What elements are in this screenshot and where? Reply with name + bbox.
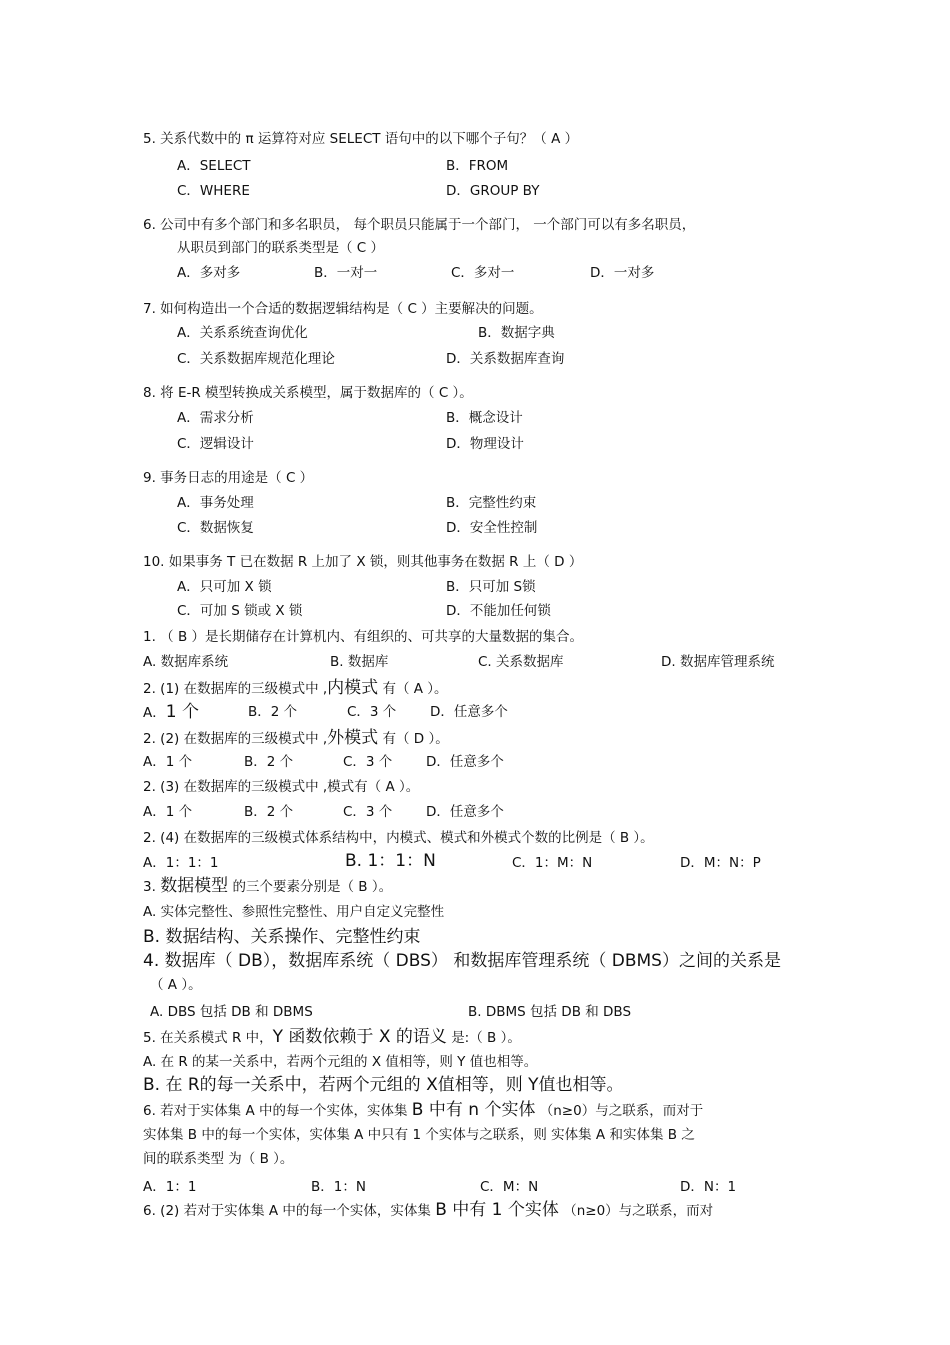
p22-option-c: C．3 个 (343, 754, 393, 770)
p3-stem-emphasis: 数据模型 (160, 876, 229, 896)
p5-stem-emphasis: Y 函数依赖于 X 的语义 (272, 1027, 447, 1047)
q8-option-a: A．需求分析 (177, 410, 254, 426)
p21-option-a-value: 1 个 (165, 702, 199, 722)
p21-stem-emphasis: 内模式 (327, 678, 379, 698)
p3-stem-number: 3. (143, 879, 156, 895)
p23-option-c: C．3 个 (343, 804, 393, 820)
q7-option-b: B．数据字典 (478, 325, 555, 341)
q7-option-d: D．关系数据库查询 (446, 351, 565, 367)
q6-stem-line2: 从职员到部门的联系类型是（ C ） (177, 240, 385, 256)
q10-option-c: C．可加 S 锁或 X 锁 (177, 603, 303, 619)
p1-option-c: C. 关系数据库 (478, 654, 564, 670)
p1-option-d: D. 数据库管理系统 (661, 654, 775, 670)
q6-option-a: A．多对多 (177, 265, 241, 281)
q9-option-b: B．完整性约束 (446, 495, 537, 511)
p61-option-c: C．M：N (480, 1179, 539, 1195)
p61-stem-part3: （n≥0）与之联系，而对于 (539, 1103, 704, 1119)
p61-stem-part1: 6. 若对于实体集 A 中的每一个实体，实体集 (143, 1103, 408, 1119)
p61-option-a: A．1：1 (143, 1179, 197, 1195)
p21-option-c: C．3 个 (347, 704, 397, 720)
p61-stem-line3: 间的联系类型 为（ B ）。 (143, 1151, 294, 1167)
p62-stem-part3: （n≥0）与之联系，而对 (563, 1203, 714, 1219)
p4-stem-line1: 4. 数据库（ DB），数据库系统（ DBS） 和数据库管理系统（ DBMS）之间的关系是 (143, 951, 781, 971)
q10-option-b: B．只可加 S锁 (446, 579, 536, 595)
q10-stem: 10. 如果事务 T 已在数据 R 上加了 X 锁，则其他事务在数据 R 上（ D ） (143, 554, 583, 570)
q7-option-a: A．关系系统查询优化 (177, 325, 308, 341)
p22-option-a: A．1 个 (143, 754, 193, 770)
p22-option-b: B．2 个 (244, 754, 294, 770)
q8-option-b: B．概念设计 (446, 410, 523, 426)
p62-stem (143, 1201, 713, 1220)
p61-option-b: B．1：N (311, 1179, 366, 1195)
p61-stem-emphasis: B 中有 n 个实体 (411, 1100, 536, 1120)
p5-stem-part3: 是:（ B ）。 (451, 1030, 521, 1046)
p62-stem-emphasis: B 中有 1 个实体 (435, 1200, 559, 1220)
q5-option-d: D．GROUP BY (446, 183, 540, 199)
q7-option-c: C．关系数据库规范化理论 (177, 351, 335, 367)
p1-option-b: B. 数据库 (330, 654, 389, 670)
p21-option-d: D．任意多个 (430, 704, 508, 720)
p3-option-b: B. 数据结构、关系操作、完整性约束 (143, 927, 421, 947)
p24-option-c: C．1：M：N (512, 855, 593, 871)
p61-stem-line1 (143, 1101, 703, 1120)
q8-option-d: D．物理设计 (446, 436, 524, 452)
p21-stem-part3: 有（ A ）。 (382, 681, 448, 697)
p5-option-b: B. 在 R的每一关系中，若两个元组的 X值相等，则 Y值也相等。 (143, 1075, 624, 1095)
q5-option-a: A．SELECT (177, 158, 251, 174)
p23-option-d: D．任意多个 (426, 804, 504, 820)
p22-stem (143, 729, 449, 748)
p5-stem (143, 1028, 521, 1047)
p22-option-d: D．任意多个 (426, 754, 504, 770)
q5-stem: 5. 关系代数中的 π 运算符对应 SELECT 语句中的以下哪个子句？（ A ） (143, 131, 579, 147)
p21-option-b: B．2 个 (248, 704, 298, 720)
p23-option-a: A．1 个 (143, 804, 193, 820)
p1-option-a: A. 数据库系统 (143, 654, 229, 670)
p24-option-a: A．1：1：1 (143, 855, 219, 871)
p61-option-d: D．N：1 (680, 1179, 737, 1195)
p61-stem-line2: 实体集 B 中的每一个实体，实体集 A 中只有 1 个实体与之联系，则 实体集 A 和实体集 B 之 (143, 1127, 695, 1143)
q9-option-d: D．安全性控制 (446, 520, 538, 536)
p3-stem-part3: 的三个要素分别是（ B ）。 (232, 879, 393, 895)
p23-stem: 2. (3) 在数据库的三级模式中 ,模式有（ A ）。 (143, 779, 420, 795)
p21-option-a-letter: A． (143, 705, 166, 721)
q9-option-a: A．事务处理 (177, 495, 254, 511)
q8-option-c: C．逻辑设计 (177, 436, 254, 452)
q10-option-d: D．不能加任何锁 (446, 603, 551, 619)
p24-option-b: B. 1：1：N (345, 851, 436, 871)
p3-option-a: A. 实体完整性、参照性完整性、用户自定义完整性 (143, 904, 445, 920)
p1-stem: 1. （ B ）是长期储存在计算机内、有组织的、可共享的大量数据的集合。 (143, 629, 584, 645)
q6-option-d: D．一对多 (590, 265, 655, 281)
q5-option-b: B．FROM (446, 158, 509, 174)
q10-option-a: A．只可加 X 锁 (177, 579, 272, 595)
p4-stem-line2: （ A ）。 (150, 977, 202, 993)
q8-stem: 8. 将 E-R 模型转换成关系模型，属于数据库的（ C ）。 (143, 385, 473, 401)
q6-stem-line1: 6. 公司中有多个部门和多名职员， 每个职员只能属于一个部门， 一个部门可以有多名职员， (143, 217, 696, 233)
q6-option-c: C．多对一 (451, 265, 515, 281)
p22-stem-part3: 有（ D ）。 (382, 731, 449, 747)
p3-stem (143, 877, 392, 896)
p22-stem-emphasis: 外模式 (327, 728, 379, 748)
p22-stem-part1: 2. (2) 在数据库的三级模式中 , (143, 731, 328, 747)
p24-stem: 2. (4) 在数据库的三级模式体系结构中，内模式、模式和外模式个数的比例是（ B ）。 (143, 830, 654, 846)
q6-option-b: B．一对一 (314, 265, 378, 281)
p5-option-a: A. 在 R 的某一关系中，若两个元组的 X 值相等，则 Y 值也相等。 (143, 1054, 538, 1070)
p24-option-d: D．M：N：P (680, 855, 761, 871)
q9-stem: 9. 事务日志的用途是（ C ） (143, 470, 314, 486)
p23-option-b: B．2 个 (244, 804, 294, 820)
q5-option-c: C．WHERE (177, 183, 250, 199)
p62-stem-part1: 6. (2) 若对于实体集 A 中的每一个实体，实体集 (143, 1203, 431, 1219)
p5-stem-part1: 5. 在关系模式 R 中， (143, 1030, 273, 1046)
p21-option-a (143, 703, 199, 722)
p21-stem-part1: 2. (1) 在数据库的三级模式中 , (143, 681, 328, 697)
p21-stem (143, 679, 448, 698)
q7-stem: 7. 如何构造出一个合适的数据逻辑结构是（ C ）主要解决的问题。 (143, 301, 543, 317)
p4-option-a: A. DBS 包括 DB 和 DBMS (150, 1004, 313, 1020)
q9-option-c: C．数据恢复 (177, 520, 254, 536)
p4-option-b: B. DBMS 包括 DB 和 DBS (468, 1004, 632, 1020)
